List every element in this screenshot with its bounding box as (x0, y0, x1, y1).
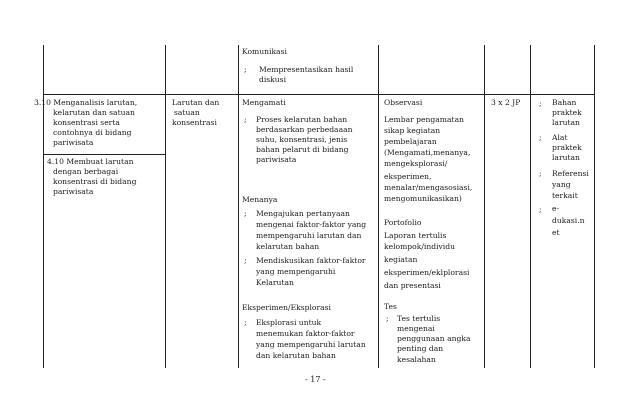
komunikasi-item-line: diskusi (259, 75, 287, 84)
eksperimen-item-line: yang mempengaruhi larutan (256, 340, 366, 349)
mengamati-item-line: pariwisata (256, 155, 297, 164)
sumber-item3-line: yang (552, 180, 571, 189)
tes-item-line: penting dan (397, 344, 444, 353)
menanya-heading: Menanya (242, 195, 278, 204)
portofolio-line: Laporan tertulis (384, 231, 447, 240)
sumber-item1-line: Bahan (552, 98, 577, 107)
menanya-item1-line: mengenai faktor-faktor yang (256, 220, 367, 229)
bullet: ; (539, 169, 542, 178)
tes-item-line: mengenai (397, 324, 435, 333)
sumber-item2-line: Alat (552, 133, 568, 142)
tes-item-line: penggunaan angka (397, 334, 471, 343)
kd-310-line: 3.10 Menganalisis larutan, (34, 98, 138, 107)
observasi-line: Lembar pengamatan (384, 115, 465, 124)
menanya-item2-line: yang mempengaruhi (256, 267, 336, 276)
bullet: ; (244, 318, 247, 327)
bullet: ; (244, 209, 247, 218)
kd-310-line: contohnya di bidang (53, 128, 132, 137)
kd-410-line: konsentrasi di bidang (53, 177, 137, 186)
bullet: ; (539, 133, 542, 142)
mengamati-item-line: suhu, konsentrasi, jenis (256, 135, 348, 144)
mengamati-item-line: Proses kelarutan bahan (256, 115, 348, 124)
menanya-item1-line: mempengaruhi larutan dan (256, 231, 362, 240)
materi-line: satuan (174, 108, 200, 117)
bullet: ; (539, 99, 542, 108)
materi-line: Larutan dan (172, 98, 220, 107)
bullet: ; (386, 314, 389, 323)
sumber-item1-line: larutan (552, 118, 580, 127)
menanya-item2-line: Kelarutan (256, 278, 294, 287)
portofolio-line: eksperimen/eklplorasi (384, 268, 470, 277)
portofolio-line: kegiatan (384, 255, 418, 264)
mengamati-item-line: bahan pelarut di bidang (256, 145, 349, 154)
observasi-line: pembelajaran (384, 137, 437, 146)
bullet: ; (244, 256, 247, 265)
observasi-line: mengeksplorasi/ (384, 159, 448, 168)
observasi-line: menalar/mengasosiasi, (384, 183, 473, 192)
tes-item-line: Tes tertulis (397, 314, 441, 323)
sumber-item4-line: dukasi.n (552, 216, 585, 225)
sumber-item4-line: e- (552, 204, 560, 213)
sumber-item4-line: et (552, 228, 560, 237)
bullet: ; (244, 65, 247, 74)
bullet: ; (244, 115, 247, 124)
eksperimen-item-line: menemukan faktor-faktor (256, 329, 355, 338)
tes-item-line: kesalahan (397, 355, 436, 364)
alokasi-waktu: 3 x 2 JP (491, 98, 521, 107)
kd-310-line: pariwisata (53, 138, 94, 147)
portofolio-heading: Portofolio (384, 218, 422, 227)
observasi-line: (Mengamati,menanya, (384, 148, 471, 157)
bullet: ; (539, 205, 542, 214)
komunikasi-item-line: Mempresentasikan hasil (259, 65, 354, 74)
mengamati-item-line: berdasarkan perbedaaan (256, 125, 353, 134)
observasi-line: sikap kegiatan (384, 126, 441, 135)
sumber-item2-line: praktek (552, 143, 582, 152)
eksperimen-heading: Eksperimen/Eksplorasi (242, 303, 331, 312)
tes-heading: Tes (384, 302, 397, 311)
kd-310-line: konsentrasi serta (53, 118, 120, 127)
table-kd-divider (43, 154, 166, 155)
sumber-item3-line: Referensi (552, 169, 589, 178)
mengamati-heading: Mengamati (242, 98, 286, 107)
sumber-item3-line: terkait (552, 191, 578, 200)
observasi-line: eksperimen, (384, 172, 432, 181)
table-row-divider (43, 94, 595, 95)
page-number: - 17 - (305, 375, 326, 384)
komunikasi-heading: Komunikasi (242, 47, 287, 56)
materi-line: konsentrasi (172, 118, 217, 127)
menanya-item1-line: kelarutan bahan (256, 242, 320, 251)
sumber-item2-line: larutan (552, 153, 580, 162)
kd-410-line: dengan berbagai (53, 167, 119, 176)
sumber-item1-line: praktek (552, 108, 582, 117)
menanya-item2-line: Mendiskusikan faktor-faktor (256, 256, 366, 265)
observasi-heading: Observasi (384, 98, 423, 107)
kd-410-line: 4.10 Membuat larutan (47, 157, 134, 166)
eksperimen-item-line: dan kelarutan bahan (256, 351, 336, 360)
kd-410-line: pariwisata (53, 187, 94, 196)
eksperimen-item-line: Eksplorasi untuk (256, 318, 322, 327)
portofolio-line: kelompok/individu (384, 242, 455, 251)
menanya-item1-line: Mengajukan pertanyaan (256, 209, 350, 218)
portofolio-line: dan presentasi (384, 281, 441, 290)
kd-310-line: kelarutan dan satuan (53, 108, 135, 117)
observasi-line: mengomunikasikan) (384, 194, 462, 203)
